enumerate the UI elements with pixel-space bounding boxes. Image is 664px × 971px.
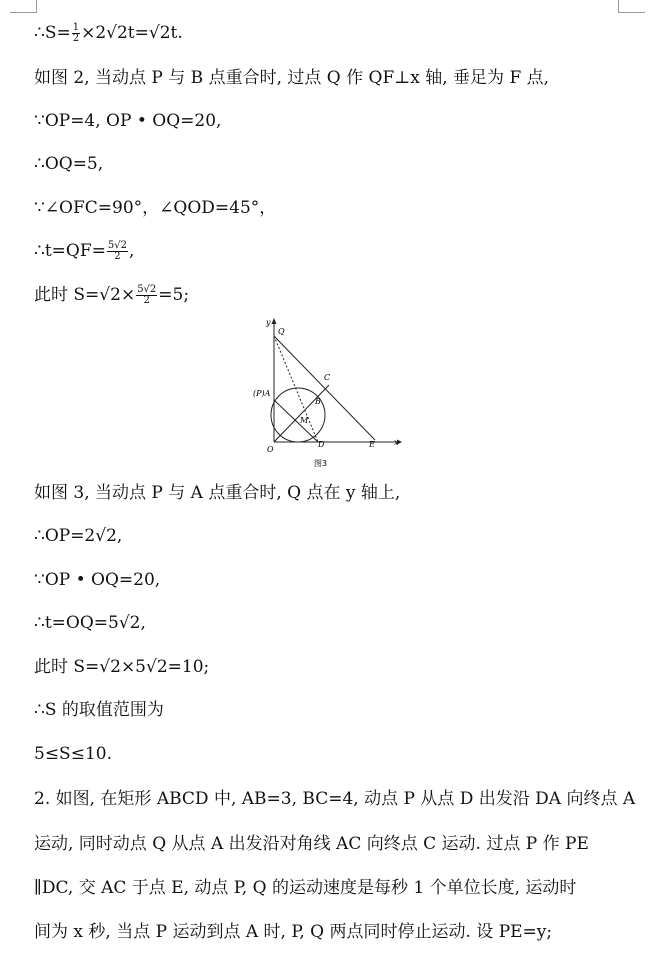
label-pa: (P)A	[253, 389, 271, 398]
fraction-numerator: 1	[72, 22, 80, 33]
label-e: E	[369, 440, 375, 449]
label-b: B	[315, 397, 321, 406]
text-line-4: ∴OQ=5,	[34, 154, 104, 174]
geometry-figure-3	[247, 314, 407, 474]
fraction-1-2	[72, 23, 80, 44]
figure-caption: 图3	[314, 459, 328, 468]
text-line-16: 运动, 同时动点 Q 从点 A 出发沿对角线 AC 向终点 C 运动. 过点 P 作 PE	[34, 834, 589, 854]
text-line-3: ∵OP=4, OP • OQ=20,	[34, 111, 222, 131]
line-1-part-a: ∴S=	[34, 23, 71, 43]
page-corner-mark-left	[10, 0, 37, 13]
line-6-part-a: ∴t=QF=	[34, 241, 106, 261]
fraction-5root2-over-2	[107, 241, 128, 262]
text-line-5: ∵∠OFC=90°，∠QOD=45°，	[34, 198, 277, 218]
text-line-8: 如图 3, 当动点 P 与 A 点重合时, Q 点在 y 轴上,	[34, 483, 401, 503]
label-x: x	[394, 438, 399, 447]
text-line-9: ∴OP=2√2,	[34, 526, 123, 546]
figure-3-svg	[247, 314, 407, 474]
label-m: M	[300, 416, 309, 425]
text-line-12: 此时 S=√2×5√2=10;	[34, 657, 210, 677]
label-y: y	[266, 318, 271, 327]
text-line-13: ∴S 的取值范围为	[34, 700, 164, 720]
line-1-part-b: ×2√2t=√2t.	[81, 23, 183, 43]
line-qe	[274, 336, 375, 440]
fraction-denominator: 2	[72, 33, 80, 44]
fraction-denominator: 2	[114, 251, 121, 262]
fraction-5root2-over-2	[136, 285, 157, 306]
fraction-denominator: 2	[143, 295, 150, 306]
text-line-15: 2. 如图, 在矩形 ABCD 中, AB=3, BC=4, 动点 P 从点 D 出发沿 DA 向终点 A	[34, 789, 636, 809]
text-line-7	[34, 284, 189, 306]
line-7-part-a: 此时 S=√2×	[34, 285, 136, 305]
text-line-10: ∵OP • OQ=20,	[34, 570, 161, 590]
line-7-part-b: =5;	[158, 285, 190, 305]
text-line-14: 5≤S≤10.	[34, 744, 112, 764]
text-line-6	[34, 240, 134, 262]
text-line-18: 间为 x 秒, 当点 P 运动到点 A 时, P, Q 两点同时停止运动. 设 PE=y;	[34, 922, 553, 942]
fraction-numerator: 5√2	[107, 240, 127, 251]
label-d: D	[318, 440, 325, 449]
text-line-17: ∥DC, 交 AC 于点 E, 动点 P, Q 的运动速度是每秒 1 个单位长度, 运动时	[34, 878, 577, 898]
line-6-part-b: ,	[128, 241, 135, 261]
y-axis-arrow	[272, 318, 277, 324]
label-c: C	[324, 373, 331, 382]
label-o: O	[267, 445, 274, 454]
text-line-2: 如图 2, 当动点 P 与 B 点重合时, 过点 Q 作 QF⊥x 轴, 垂足为 F 点,	[34, 68, 550, 88]
text-line-1	[34, 22, 183, 44]
page-corner-mark-right	[618, 0, 645, 13]
label-q: Q	[278, 327, 285, 336]
dashed-line-qd	[274, 336, 318, 442]
text-line-11: ∴t=OQ=5√2,	[34, 613, 146, 633]
fraction-numerator: 5√2	[137, 284, 157, 295]
